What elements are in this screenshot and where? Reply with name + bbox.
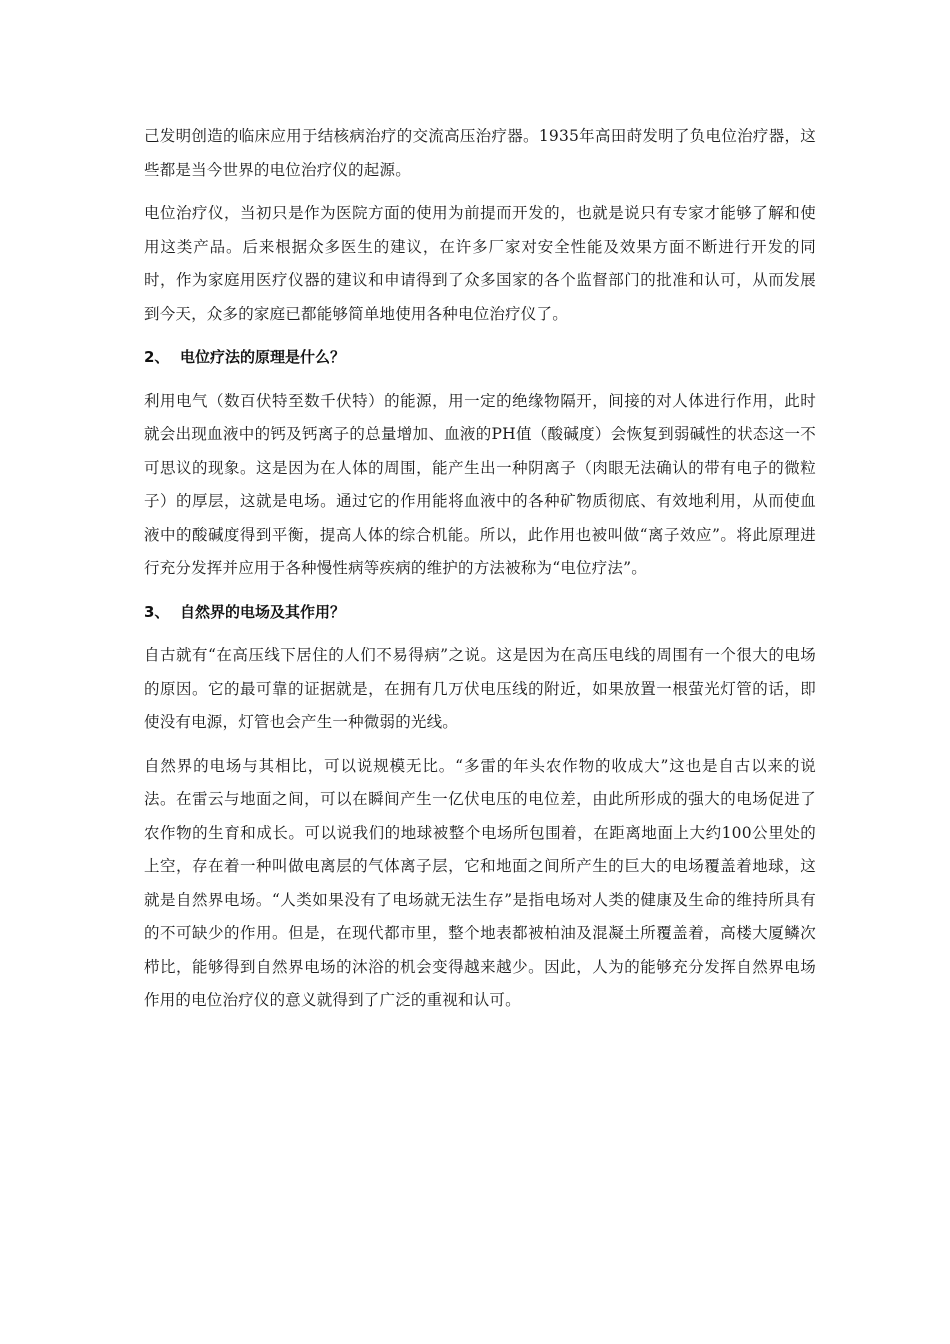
paragraph-natural-field: 自然界的电场与其相比，可以说规模无比。“多雷的年头农作物的收成大”这也是自古以来的说法。在雷云与地面之间，可以在瞬间产生一亿伏电压的电位差，由此所形成的强大的电场促进了农作物的生育和成长。可以说我们的地球被整个电场所包围着，在距离地面上大约100公里处的上空，存在着一种叫做电离层的气体离子层，它和地面之间所产生的巨大的电场覆盖着地球，这就是自然界电场。“人类如果没有了电场就无法生存”是指电场对人类的健康及生命的维持所具有的不可缺少的作用。但是，在现代都市里，整个地表都被柏油及混凝土所覆盖着，高楼大厦鳞次栉比，能够得到自然界电场的沐浴的机会变得越来越少。因此，人为的能够充分发挥自然界电场作用的电位治疗仪的意义就得到了广泛的重视和认可。 xyxy=(144,756,816,1009)
section-title: 自然界的电场及其作用？ xyxy=(180,602,346,621)
paragraph-high-voltage: 自古就有“在高压线下居住的人们不易得病”之说。这是因为在高压电线的周围有一个很大的电场的原因。它的最可靠的证据就是，在拥有几万伏电压线的附近，如果放置一根萤光灯管的话，即使没有电源，灯管也会产生一种微弱的光线。 xyxy=(144,646,816,731)
section-heading-3 xyxy=(144,596,816,630)
paragraph-origin: 己发明创造的临床应用于结核病治疗的交流高压治疗器。1935年高田莳发明了负电位治疗器，这些都是当今世界的电位治疗仪的起源。 xyxy=(144,127,816,179)
section-heading-2 xyxy=(144,341,816,375)
paragraph-development: 电位治疗仪，当初只是作为医院方面的使用为前提而开发的，也就是说只有专家才能够了解和使用这类产品。后来根据众多医生的建议，在许多厂家对安全性能及效果方面不断进行开发的同时，作为家庭用医疗仪器的建议和申请得到了众多国家的各个监督部门的批准和认可，从而发展到今天，众多的家庭已都能够简单地使用各种电位治疗仪了。 xyxy=(144,204,816,323)
section-number: 2、 xyxy=(144,348,170,366)
section-number: 3、 xyxy=(144,602,170,621)
document-body xyxy=(144,120,816,1028)
paragraph-principle: 利用电气（数百伏特至数千伏特）的能源，用一定的绝缘物隔开，间接的对人体进行作用，此时就会出现血液中的钙及钙离子的总量增加、血液的PH值（酸碱度）会恢复到弱碱性的状态这一不可思议的现象。这是因为在人体的周围，能产生出一种阴离子（肉眼无法确认的带有电子的微粒子）的厚层，这就是电场。通过它的作用能将血液中的各种矿物质彻底、有效地利用，从而使血液中的酸碱度得到平衡，提高人体的综合机能。所以，此作用也被叫做“离子效应”。将此原理进行充分发挥并应用于各种慢性病等疾病的维护的方法被称为“电位疗法”。 xyxy=(144,391,816,577)
section-title: 电位疗法的原理是什么？ xyxy=(180,348,346,366)
